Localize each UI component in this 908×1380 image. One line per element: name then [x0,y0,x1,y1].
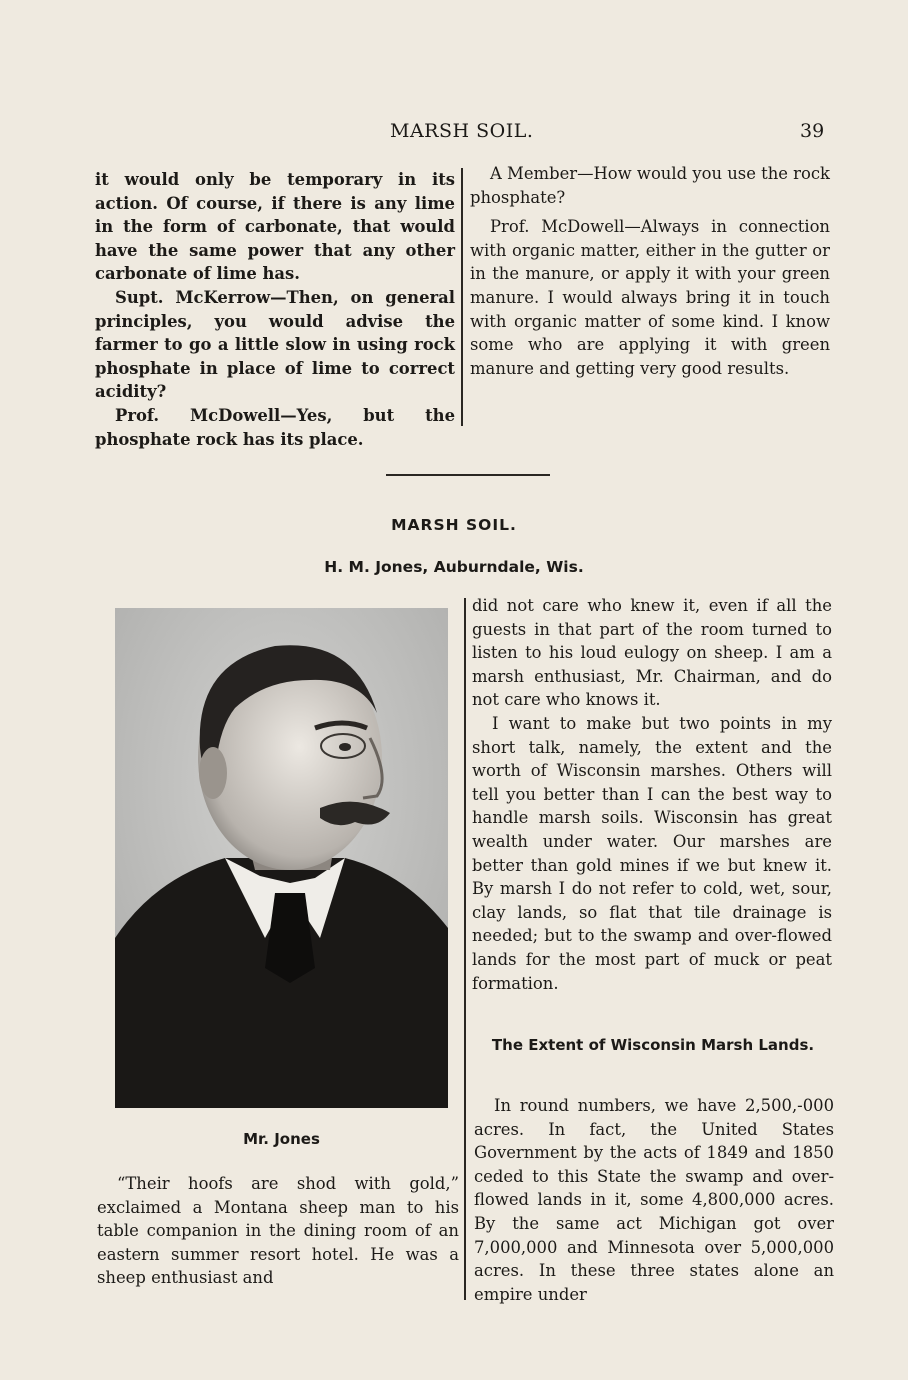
right-main-column [472,594,832,995]
column-divider-bottom [464,598,466,1300]
paragraph: A Member—How would you use the rock phosphate? [470,164,830,207]
portrait-photo [115,608,448,1108]
running-head: MARSH SOIL. [390,120,534,142]
photo-caption: Mr. Jones [243,1130,320,1148]
page-number: 39 [800,120,825,142]
top-left-column [95,168,455,451]
column-divider-top [461,168,463,426]
paragraph: did not care who knew it, even if all the guests in that part of the room turned to listen to his loud eulogy on sheep. I am a marsh enthusiast, Mr. Chairman, and do not care who knows it. [472,596,832,710]
paragraph: In round numbers, we have 2,500,-000 acres. In fact, the United States Government by the acts of 1849 and 1850 ceded to this State the swamp and over-flowed lands in it, some 4,800,000 acres. By the same act Michigan got over 7,000,000 and Minnesota over 5,000,000 acres. In these three states alone an empire under [474,1096,834,1304]
paragraph: I want to make but two points in my short talk, namely, the extent and the worth of Wisconsin marshes. Others will tell you better than I can the best way to handle marsh soils. Wisconsin has great wealth under water. Our marshes are better than gold mines if we but knew it. By marsh I do not refer to cold, wet, sour, clay lands, so flat that tile drainage is needed; but to the swamp and over-flowed lands for the most part of muck or peat formation. [472,713,832,993]
paragraph: Prof. McDowell—Always in connection with organic matter, either in the gutter or in the manure, or apply it with your green manure. I would always bring it in touch with organic matter of some kind. I know some who are applying it with green manure and getting very good results. [470,217,830,378]
bottom-left-column [97,1172,459,1290]
paragraph: Prof. McDowell—Yes, but the phosphate rock has its place. [95,405,455,449]
right-lower-column [474,1094,834,1306]
article-title: MARSH SOIL. [391,516,517,534]
portrait-illustration [115,608,448,1108]
section-rule [386,474,550,476]
paragraph: it would only be temporary in its action. Of course, if there is any lime in the form of carbonate, that would have the same power that any other carbonate of lime has. [95,170,455,284]
section-heading: The Extent of Wisconsin Marsh Lands. [491,1036,815,1054]
paragraph: “Their hoofs are shod with gold,” exclaimed a Montana sheep man to his table companion in the dining room of an eastern summer resort hotel. He was a sheep enthusiast and [97,1174,459,1288]
article-byline: H. M. Jones, Auburndale, Wis. [324,558,584,576]
top-right-column [470,162,830,380]
paragraph: Supt. McKerrow—Then, on general principles, you would advise the farmer to go a little slow in using rock phosphate in place of lime to correct acidity? [95,287,455,402]
